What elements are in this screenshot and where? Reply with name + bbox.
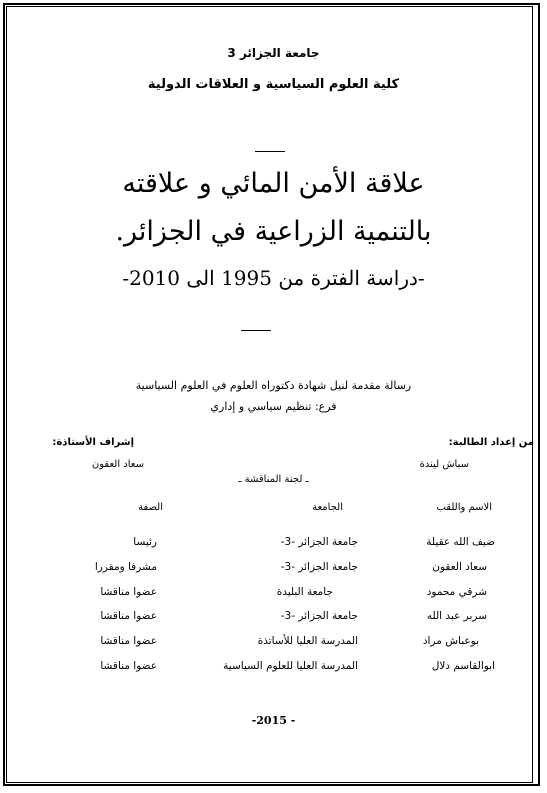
member-role: عضوا مناقشا xyxy=(100,586,157,598)
student-name: سباش ليندة xyxy=(419,459,469,470)
member-role: مشرفا ومقررا xyxy=(94,561,157,573)
branch-statement: فرع: تنظيم سياسي و إداري xyxy=(210,400,337,413)
member-name: ضيف الله عقيلة xyxy=(426,536,495,548)
member-university: المدرسة العليا للأساتذة xyxy=(257,635,358,647)
table-row xyxy=(0,660,547,680)
table-row xyxy=(0,536,547,556)
table-row xyxy=(0,610,547,630)
member-university: جامعة الجزائر -3- xyxy=(280,561,358,573)
member-university: جامعة الجزائر -3- xyxy=(280,536,358,548)
member-role: عضوا مناقشا xyxy=(100,660,157,672)
thesis-title-line-3: -دراسة الفترة من 1995 الى 2010- xyxy=(122,266,425,290)
divider-top xyxy=(255,151,285,152)
member-university: جامعة الجزائر -3- xyxy=(280,610,358,622)
member-name: شرقي محمود xyxy=(426,586,487,598)
table-row xyxy=(0,635,547,655)
member-university: المدرسة العليا للعلوم السياسية xyxy=(223,660,358,672)
member-role: رئيسا xyxy=(133,536,157,548)
university-name: جامعة الجزائر 3 xyxy=(227,46,320,60)
supervisor-label: إشراف الأستاذة: xyxy=(52,437,134,448)
table-row xyxy=(0,586,547,606)
member-name: سعاد العقون xyxy=(432,561,487,573)
column-header-university: الجامعة xyxy=(312,502,343,513)
member-name: بوعباش مراد xyxy=(422,635,479,647)
column-header-role: الصفة xyxy=(138,502,163,513)
thesis-title-line-2: بالتنمية الزراعية في الجزائر. xyxy=(115,216,432,247)
member-name: سربر عبد الله xyxy=(426,610,487,622)
table-row xyxy=(0,561,547,581)
member-name: ابوالقاسم دلال xyxy=(431,660,495,672)
defense-year: -2015 - xyxy=(251,714,296,727)
student-label: من إعداد الطالبة: xyxy=(448,437,534,448)
divider-bottom xyxy=(241,330,271,331)
member-role: عضوا مناقشا xyxy=(100,610,157,622)
thesis-title-line-1: علاقة الأمن المائي و علاقته xyxy=(122,168,425,199)
member-university: جامعة البليدة xyxy=(276,586,333,598)
supervisor-name: سعاد العقون xyxy=(91,459,144,470)
faculty-name: كلية العلوم السياسية و العلاقات الدولية xyxy=(147,77,400,92)
member-role: عضوا مناقشا xyxy=(100,635,157,647)
column-header-name: الاسم واللقب xyxy=(436,502,492,513)
degree-statement: رسالة مقدمة لنيل شهادة دكتوراه العلوم في العلوم السياسية xyxy=(135,379,412,392)
committee-title: ـ لجنة المناقشة ـ xyxy=(238,474,309,485)
